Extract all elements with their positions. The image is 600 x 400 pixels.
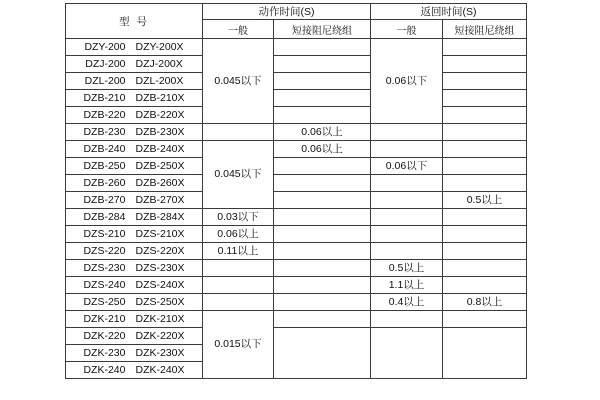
header-action-damped: 短接阻尼绕组 [274, 20, 371, 39]
model-b: DZB-260X [135, 176, 185, 189]
model-b: DZK-240X [135, 363, 185, 376]
model-b: DZS-250X [135, 295, 185, 308]
model-b: DZS-240X [135, 278, 185, 291]
model-b: DZB-210X [135, 91, 185, 104]
model-b: DZB-240X [135, 142, 185, 155]
ret-general-cell [371, 209, 443, 226]
ret-general-cell: 0.06以下 [371, 39, 443, 124]
header-return-time: 返回时间(S) [371, 4, 527, 20]
model-cell [66, 311, 203, 328]
act-damped-cell [274, 107, 371, 124]
model-a: DZK-220 [83, 329, 126, 342]
act-damped-cell [274, 311, 371, 328]
ret-damped-cell [443, 39, 527, 56]
model-a: DZY-200 [84, 40, 126, 53]
model-b: DZB-230X [135, 125, 185, 138]
model-b: DZL-200X [135, 74, 184, 87]
act-general-cell: 0.11以上 [203, 243, 274, 260]
header-action-time: 动作时间(S) [203, 4, 371, 20]
model-a: DZB-284 [83, 210, 126, 223]
act-general-cell: 0.015以下 [203, 311, 274, 379]
ret-general-cell [371, 175, 443, 192]
model-a: DZK-210 [83, 312, 126, 325]
model-b: DZK-210X [135, 312, 185, 325]
act-general-cell [203, 294, 274, 311]
ret-damped-cell [443, 107, 527, 124]
model-a: DZS-240 [83, 278, 126, 291]
ret-general-cell [371, 124, 443, 141]
table-header [66, 4, 527, 39]
table-row [66, 294, 527, 311]
act-damped-cell [274, 175, 371, 192]
model-a: DZS-210 [83, 227, 126, 240]
table-body [66, 39, 527, 379]
model-b: DZY-200X [135, 40, 184, 53]
model-b: DZJ-200X [135, 57, 183, 70]
model-a: DZB-210 [83, 91, 126, 104]
ret-damped-cell [443, 175, 527, 192]
model-cell [66, 158, 203, 175]
act-damped-cell [274, 226, 371, 243]
table-row [66, 107, 527, 124]
ret-damped-cell [443, 56, 527, 73]
model-b: DZB-250X [135, 159, 185, 172]
table-row [66, 209, 527, 226]
model-b: DZK-230X [135, 346, 185, 359]
table-row [66, 260, 527, 277]
ret-damped-cell [443, 124, 527, 141]
table-row [66, 328, 527, 345]
act-general-cell: 0.03以下 [203, 209, 274, 226]
ret-damped-cell: 0.8以上 [443, 294, 527, 311]
table-row [66, 39, 527, 56]
model-cell [66, 175, 203, 192]
table-row [66, 311, 527, 328]
model-cell [66, 328, 203, 345]
model-a: DZB-240 [83, 142, 126, 155]
table-row [66, 175, 527, 192]
table-row [66, 90, 527, 107]
act-damped-cell [274, 328, 371, 379]
act-damped-cell [274, 73, 371, 90]
act-general-cell: 0.045以下 [203, 141, 274, 209]
act-damped-cell [274, 39, 371, 56]
ret-general-cell: 0.06以下 [371, 158, 443, 175]
table-row [66, 277, 527, 294]
model-a: DZS-230 [83, 261, 126, 274]
model-a: DZB-230 [83, 125, 126, 138]
ret-damped-cell [443, 158, 527, 175]
ret-general-cell [371, 192, 443, 209]
model-cell [66, 260, 203, 277]
model-b: DZK-220X [135, 329, 185, 342]
act-general-cell [203, 277, 274, 294]
table-row [66, 158, 527, 175]
ret-damped-cell [443, 90, 527, 107]
table-row [66, 124, 527, 141]
model-b: DZS-210X [135, 227, 185, 240]
act-damped-cell: 0.06以上 [274, 124, 371, 141]
model-cell [66, 243, 203, 260]
table-row [66, 243, 527, 260]
act-damped-cell [274, 260, 371, 277]
ret-damped-cell [443, 141, 527, 158]
spec-table [65, 3, 527, 379]
act-general-cell: 0.06以上 [203, 226, 274, 243]
model-cell [66, 90, 203, 107]
ret-damped-cell [443, 73, 527, 90]
model-b: DZS-220X [135, 244, 185, 257]
act-damped-cell [274, 294, 371, 311]
ret-general-cell [371, 328, 443, 379]
act-damped-cell: 0.06以上 [274, 141, 371, 158]
act-damped-cell [274, 209, 371, 226]
act-damped-cell [274, 56, 371, 73]
ret-general-cell [371, 226, 443, 243]
model-a: DZK-230 [83, 346, 126, 359]
act-damped-cell [274, 158, 371, 175]
table-row [66, 56, 527, 73]
ret-damped-cell [443, 311, 527, 328]
ret-damped-cell [443, 260, 527, 277]
model-cell [66, 73, 203, 90]
ret-general-cell: 1.1以上 [371, 277, 443, 294]
model-a: DZL-200 [84, 74, 126, 87]
model-cell [66, 107, 203, 124]
model-cell [66, 209, 203, 226]
ret-general-cell [371, 141, 443, 158]
ret-general-cell: 0.4以上 [371, 294, 443, 311]
ret-general-cell: 0.5以上 [371, 260, 443, 277]
model-cell [66, 192, 203, 209]
model-cell [66, 345, 203, 362]
ret-damped-cell [443, 226, 527, 243]
table-row [66, 226, 527, 243]
ret-damped-cell [443, 243, 527, 260]
model-b: DZB-220X [135, 108, 185, 121]
model-cell [66, 124, 203, 141]
model-a: DZS-250 [83, 295, 126, 308]
model-a: DZS-220 [83, 244, 126, 257]
model-cell [66, 39, 203, 56]
table-row [66, 192, 527, 209]
ret-damped-cell [443, 209, 527, 226]
header-action-general: 一般 [203, 20, 274, 39]
model-a: DZB-260 [83, 176, 126, 189]
model-a: DZB-250 [83, 159, 126, 172]
ret-general-cell [371, 311, 443, 328]
act-damped-cell [274, 243, 371, 260]
model-cell [66, 362, 203, 379]
model-cell [66, 56, 203, 73]
table-row [66, 73, 527, 90]
header-return-general: 一般 [371, 20, 443, 39]
model-b: DZB-284X [135, 210, 185, 223]
header-return-damped: 短接阻尼绕组 [443, 20, 527, 39]
model-cell [66, 141, 203, 158]
ret-damped-cell [443, 328, 527, 379]
act-damped-cell [274, 90, 371, 107]
model-a: DZB-270 [83, 193, 126, 206]
model-b: DZB-270X [135, 193, 185, 206]
model-cell [66, 294, 203, 311]
table-row [66, 141, 527, 158]
ret-damped-cell [443, 277, 527, 294]
ret-general-cell [371, 243, 443, 260]
model-a: DZB-220 [83, 108, 126, 121]
act-general-cell [203, 260, 274, 277]
model-cell [66, 226, 203, 243]
header-model: 型 号 [66, 4, 203, 39]
model-a: DZJ-200 [85, 57, 126, 70]
model-b: DZS-230X [135, 261, 185, 274]
act-damped-cell [274, 192, 371, 209]
act-general-cell [203, 124, 274, 141]
model-cell [66, 277, 203, 294]
act-damped-cell [274, 277, 371, 294]
ret-damped-cell: 0.5以上 [443, 192, 527, 209]
act-general-cell: 0.045以下 [203, 39, 274, 124]
model-a: DZK-240 [83, 363, 126, 376]
